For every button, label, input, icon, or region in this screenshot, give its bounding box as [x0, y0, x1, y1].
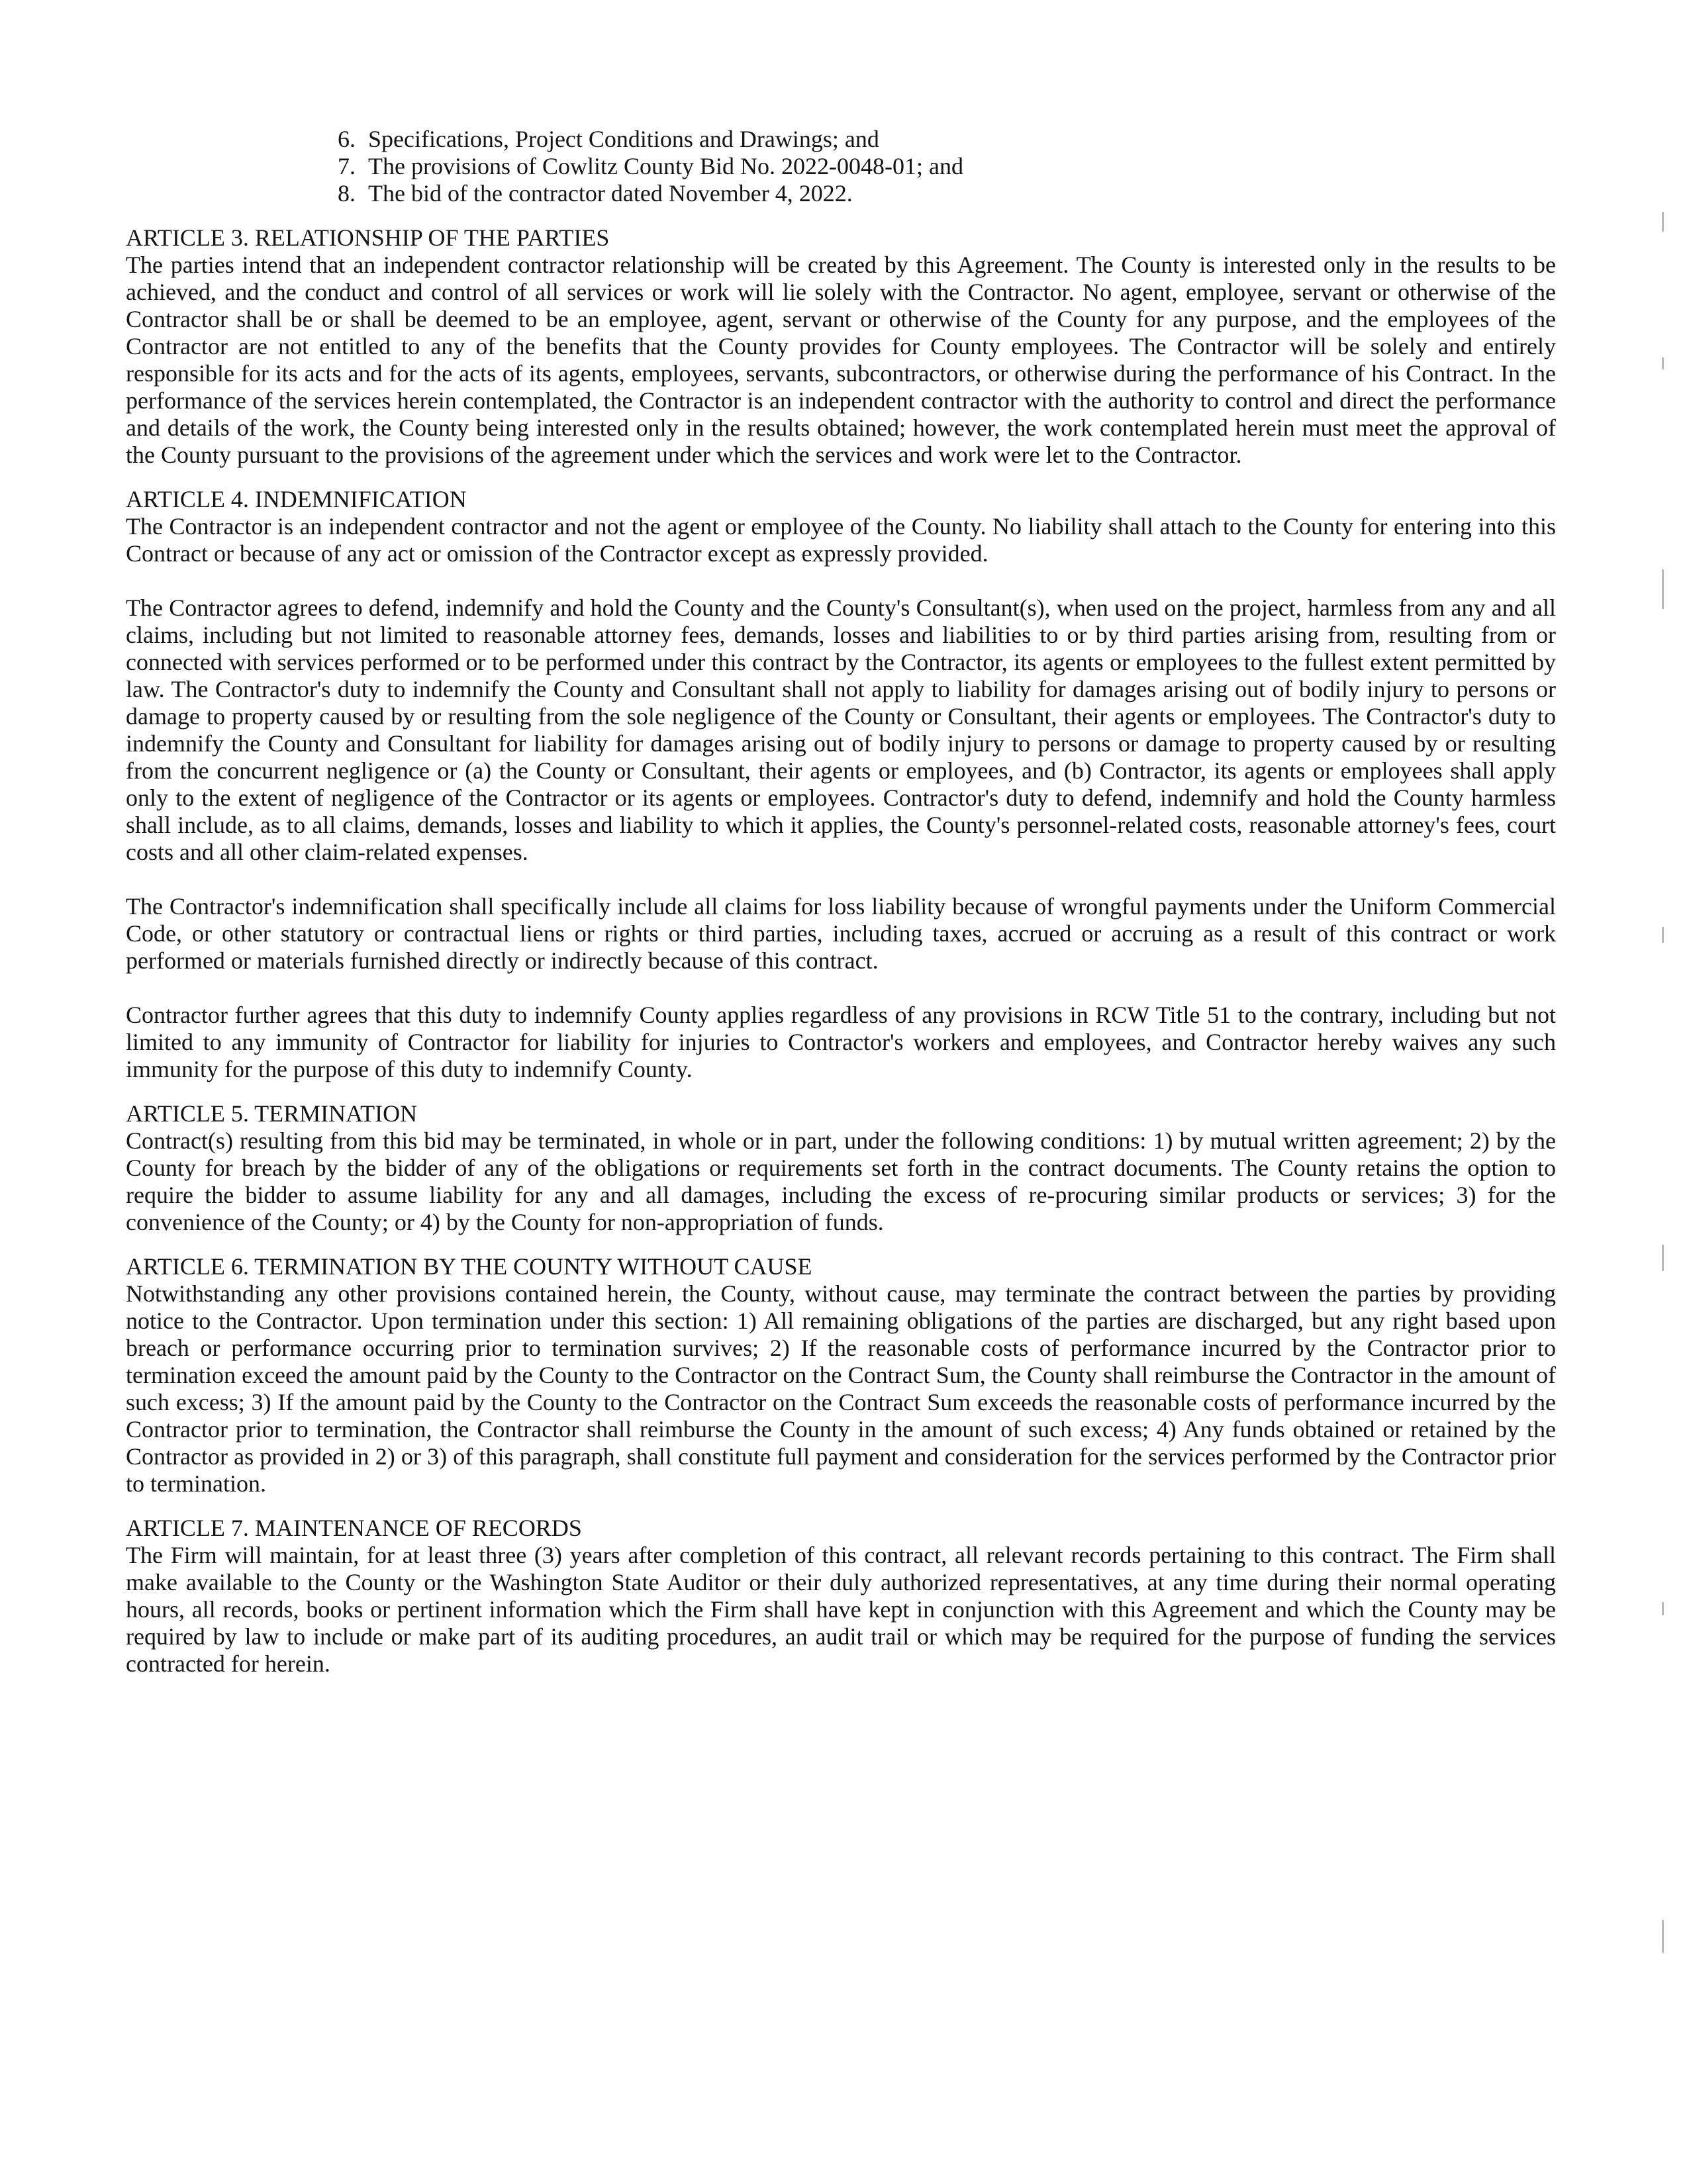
article-heading: ARTICLE 3. RELATIONSHIP OF THE PARTIES: [126, 224, 610, 251]
list-item-text: The provisions of Cowlitz County Bid No. 2022-0048-01; and: [368, 153, 963, 179]
list-item: [338, 153, 1556, 180]
scan-edge-marks: [1662, 212, 1664, 1999]
article-heading: ARTICLE 6. TERMINATION BY THE COUNTY WITHOUT CAUSE: [126, 1253, 812, 1280]
contract-documents-list: [126, 126, 1556, 207]
article-paragraph: Contractor further agrees that this duty to indemnify County applies regardless of any provisions in RCW Title 51 to the contrary, including but not limited to any immunity of Contractor for liability for injuries to Contractor's workers and employees, and Contractor hereby waives any such immunity for the purpose of this duty to indemnify County.: [126, 1002, 1556, 1082]
article-heading: ARTICLE 4. INDEMNIFICATION: [126, 486, 467, 512]
list-item-number: 7.: [338, 153, 356, 179]
list-item: [338, 180, 1556, 207]
list-item-text: The bid of the contractor dated November 4, 2022.: [368, 180, 853, 207]
article-heading: ARTICLE 7. MAINTENANCE OF RECORDS: [126, 1515, 582, 1541]
article-paragraph: The parties intend that an independent contractor relationship will be created by this Agreement. The County is interested only in the results to be achieved, and the conduct and control of all services or work will lie solely with the Contractor. No agent, employee, servant or otherwise of the Contractor shall be or shall be deemed to be an employee, agent, servant or otherwise of the County for any purpose, and the employees of the Contractor are not entitled to any of the benefits that the County provides for County employees. The Contractor will be solely and entirely responsible for its acts and for the acts of its agents, employees, servants, subcontractors, or otherwise during the performance of his Contract. In the performance of the services herein contemplated, the Contractor is an independent contractor with the authority to control and direct the performance and details of the work, the County being interested only in the results obtained; however, the work contemplated herein must meet the approval of the County pursuant to the provisions of the agreement under which the services and work were let to the Contractor.: [126, 252, 1556, 468]
article-heading: ARTICLE 5. TERMINATION: [126, 1100, 418, 1127]
list-item-number: 6.: [338, 126, 356, 152]
list-item: [338, 126, 1556, 153]
article-7-maintenance-of-records: [126, 1515, 1556, 1678]
list-item-text: Specifications, Project Conditions and Drawings; and: [368, 126, 879, 152]
article-6-termination-without-cause: [126, 1253, 1556, 1497]
article-3-relationship: [126, 224, 1556, 469]
article-4-indemnification: [126, 486, 1556, 1083]
article-paragraph: The Contractor's indemnification shall specifically include all claims for loss liability because of wrongful payments under the Uniform Commercial Code, or other statutory or contractual liens or rights or third parties, including taxes, accrued or accruing as a result of this contract or work performed or materials furnished directly or indirectly because of this contract.: [126, 893, 1556, 974]
article-paragraph: The Contractor agrees to defend, indemnify and hold the County and the County's Consultant(s), when used on the project, harmless from any and all claims, including but not limited to reasonable attorney fees, demands, losses and liabilities to or by third parties arising from, resulting from or connected with services performed or to be performed under this contract by the Contractor, its agents or employees to the fullest extent permitted by law. The Contractor's duty to indemnify the County and Consultant shall not apply to liability for damages arising out of bodily injury to persons or damage to property caused by or resulting from the sole negligence of the County or Consultant, their agents or employees. The Contractor's duty to indemnify the County and Consultant for liability for damages arising out of bodily injury to persons or damage to property caused by or resulting from the concurrent negligence or (a) the County or Consultant, their agents or employees, and (b) Contractor, its agents or employees shall apply only to the extent of negligence of the Contractor or its agents or employees. Contractor's duty to defend, indemnify and hold the County harmless shall include, as to all claims, demands, losses and liability to which it applies, the County's personnel-related costs, reasonable attorney's fees, court costs and all other claim-related expenses.: [126, 594, 1556, 865]
article-paragraph: Notwithstanding any other provisions contained herein, the County, without cause, may terminate the contract between the parties by providing notice to the Contractor. Upon termination under this section: 1) All remaining obligations of the parties are discharged, but any right based upon breach or performance occurring prior to termination survives; 2) If the reasonable costs of performance incurred by the Contractor prior to termination exceed the amount paid by the County to the Contractor on the Contract Sum, the County shall reimburse the Contractor in the amount of such excess; 3) If the amount paid by the County to the Contractor on the Contract Sum exceeds the reasonable costs of performance incurred by the Contractor prior to termination, the Contractor shall reimburse the County in the amount of such excess; 4) Any funds obtained or retained by the Contractor as provided in 2) or 3) of this paragraph, shall constitute full payment and consideration for the services performed by the Contractor prior to termination.: [126, 1280, 1556, 1497]
article-paragraph: The Contractor is an independent contractor and not the agent or employee of the County. No liability shall attach to the County for entering into this Contract or because of any act or omission of the Contractor except as expressly provided.: [126, 513, 1556, 567]
article-5-termination: [126, 1100, 1556, 1236]
article-paragraph: The Firm will maintain, for at least three (3) years after completion of this contract, all relevant records pertaining to this contract. The Firm shall make available to the County or the Washington State Auditor or their duly authorized representatives, at any time during their normal operating hours, all records, books or pertinent information which the Firm shall have kept in conjunction with this Agreement and which the County may be required by law to include or make part of its auditing procedures, an audit trail or which may be required for the purpose of funding the services contracted for herein.: [126, 1542, 1556, 1677]
article-paragraph: Contract(s) resulting from this bid may be terminated, in whole or in part, under the following conditions: 1) by mutual written agreement; 2) by the County for breach by the bidder of any of the obligations or requirements set forth in the contract documents. The County retains the option to require the bidder to assume liability for any and all damages, including the excess of re-procuring similar products or services; 3) for the convenience of the County; or 4) by the County for non-appropriation of funds.: [126, 1127, 1556, 1235]
document-page: [126, 126, 1556, 1695]
list-item-number: 8.: [338, 180, 356, 207]
